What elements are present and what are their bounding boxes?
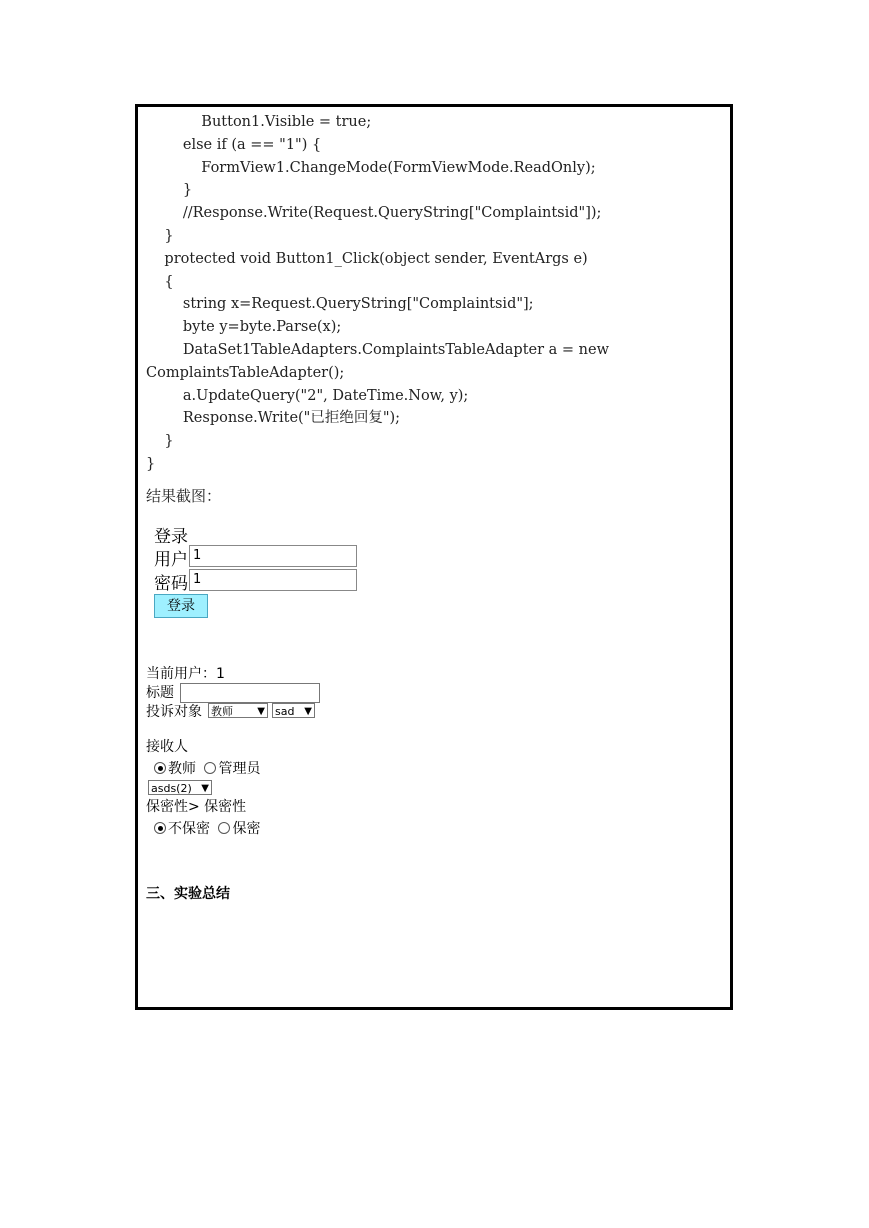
radio-teacher[interactable]	[154, 762, 166, 774]
radio-teacher-label: 教师	[168, 761, 196, 777]
target-name-value: sad	[275, 705, 295, 718]
code-line: FormView1.ChangeMode(FormViewMode.ReadOnly);	[146, 159, 596, 176]
code-line: }	[146, 433, 174, 450]
document-frame	[135, 104, 733, 1010]
code-line: byte y=byte.Parse(x);	[146, 319, 342, 336]
code-line: }	[146, 182, 193, 199]
receiver-select[interactable]	[148, 780, 212, 795]
password-input[interactable]: 1	[189, 569, 357, 591]
target-type-select[interactable]	[208, 703, 268, 718]
code-line: ComplaintsTableAdapter();	[146, 364, 345, 381]
target-type-value: 教师	[211, 705, 233, 718]
code-line: Button1.Visible = true;	[146, 114, 372, 130]
login-button[interactable]: 登录	[154, 594, 208, 618]
receiver-label: 接收人	[146, 739, 188, 755]
password-label: 密码	[154, 574, 188, 594]
user-label: 用户	[154, 550, 188, 570]
code-line: DataSet1TableAdapters.ComplaintsTableAdapter a = new	[146, 341, 609, 358]
code-line: string x=Request.QueryString["Complaintsid"];	[146, 296, 534, 313]
target-name-select[interactable]	[272, 703, 315, 718]
code-line: protected void Button1_Click(object sender, EventArgs e)	[146, 250, 588, 267]
code-block	[146, 111, 726, 476]
radio-admin-label: 管理员	[218, 761, 261, 777]
current-user-text: 当前用户：1	[146, 666, 225, 682]
radio-not-confidential-label: 不保密	[168, 821, 210, 837]
target-label: 投诉对象	[146, 704, 202, 720]
code-line: else if (a == "1") {	[146, 136, 322, 153]
chevron-down-icon: ▼	[201, 783, 209, 794]
radio-confidential[interactable]	[218, 822, 230, 834]
receiver-select-value: asds(2)	[151, 782, 192, 795]
title-label: 标题	[146, 685, 174, 701]
code-line: Response.Write("已拒绝回复");	[146, 410, 401, 427]
summary-heading: 三、实验总结	[146, 886, 230, 902]
receiver-radio-group	[154, 758, 260, 778]
radio-not-confidential[interactable]	[154, 822, 166, 834]
code-line: }	[146, 455, 156, 472]
chevron-down-icon: ▼	[304, 706, 312, 717]
code-line: {	[146, 273, 174, 290]
code-line: }	[146, 227, 174, 244]
confidentiality-radio-group	[154, 818, 260, 838]
screenshot-caption: 结果截图：	[146, 487, 222, 505]
title-input[interactable]	[180, 683, 320, 703]
radio-confidential-label: 保密	[232, 821, 261, 837]
code-line: //Response.Write(Request.QueryString["Complaintsid"]);	[146, 205, 602, 222]
confidentiality-label: 保密性> 保密性	[146, 799, 247, 815]
chevron-down-icon: ▼	[257, 706, 265, 717]
radio-admin[interactable]	[204, 762, 216, 774]
code-line: a.UpdateQuery("2", DateTime.Now, y);	[146, 387, 469, 404]
login-title: 登录	[154, 527, 188, 547]
user-input[interactable]: 1	[189, 545, 357, 567]
